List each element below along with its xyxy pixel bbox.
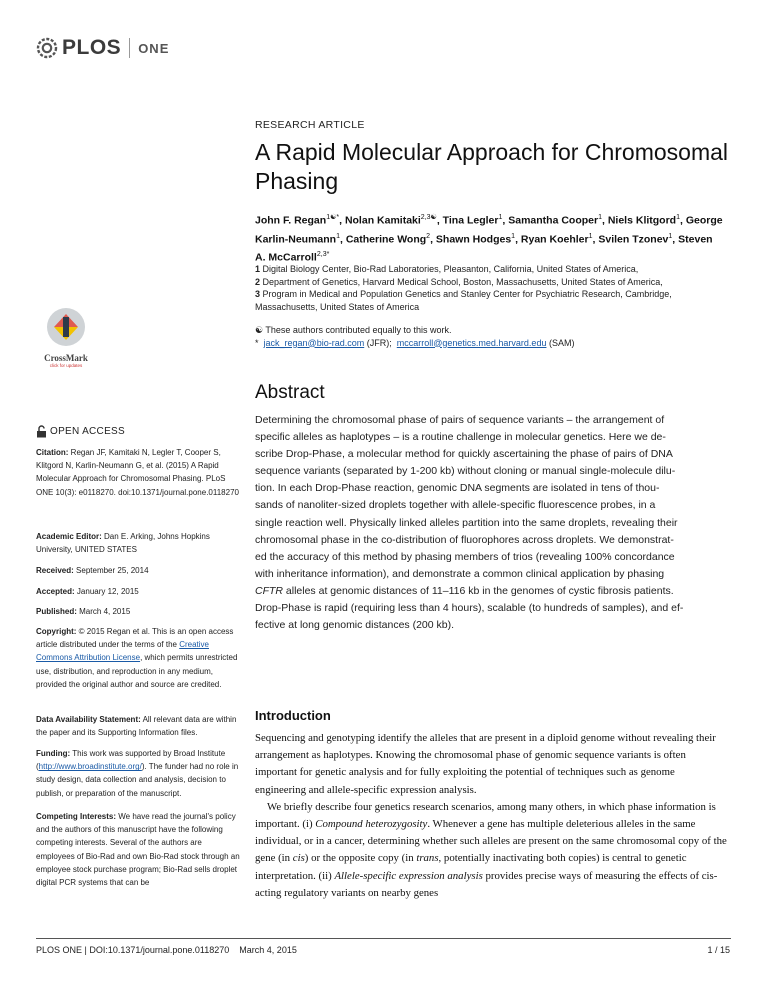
author-name: Samantha Cooper <box>508 214 599 227</box>
affiliation-2: 2 Department of Genetics, Harvard Medical School, Boston, Massachusetts, United States of America, <box>255 276 663 287</box>
footer-rule <box>36 938 731 939</box>
author-name: Shawn Hodges <box>435 233 512 245</box>
intro-paragraph-2: We briefly describe four genetics research scenarios, among many others, in which phase information is important. (i) Compound heterozygosity. Whenever a gene has multiple deleterious alleles in the same individual, or in a cancer, determining whether such alleles are present on the same chromosomal copy of the gene (in cis) or the opposite copy (in trans, potentially inactivating both copies) is central to genetic interpretation. (ii) Allele-specific expression analysis provides precise ways of measuring the effects of cis-acting regulatory variants on nearby genes <box>255 800 727 899</box>
crossmark-sub: click for updates <box>49 363 83 368</box>
abstract-line: ed the accuracy of this method by phasing members of trios (revealing 100% concordance <box>255 550 675 563</box>
affiliation-1: 1 Digital Biology Center, Bio-Rad Laboratories, Pleasanton, California, United States of America, <box>255 264 639 274</box>
author-affiliation-marker: 1 <box>676 214 681 221</box>
cc-license-link[interactable]: Creative Commons Attribution License <box>36 640 209 663</box>
author-affiliation-marker: 1☯* <box>326 214 340 221</box>
author-affiliation-marker: 2 <box>426 232 431 240</box>
plos-one-logo[interactable] <box>36 34 169 62</box>
abstract-line: single reaction well. Physically linked alleles partition into the same droplets, revealing their <box>255 516 678 529</box>
author-name: Ryan Koehler <box>520 233 589 245</box>
broad-institute-link[interactable]: http://www.broadinstitute.org/ <box>38 762 142 772</box>
author-list: John F. Regan$^{1☯*}$, Nolan Kamitaki$^{2,3☯}$, Tina Legler$^1$, Samantha Cooper$^1$, Niels Klitgord$^1$, George Karlin-Neumann$^1$, Catherine Wong$^2$, Shawn Hodges$^1$, Ryan Koehler$^1$, Svilen Tzonev$^1$, Steven A. McCarroll$^{2,3*}$ <box>255 214 723 264</box>
abstract-line: fective at long genomic distances (200 kb). <box>255 619 455 632</box>
affiliations <box>255 263 725 313</box>
author-affiliation-marker: 2,3* <box>316 251 330 258</box>
author-name: Catherine Wong <box>345 233 427 245</box>
author-name: Nolan Kamitaki <box>344 214 421 227</box>
page-number: 1 / 15 <box>707 945 730 955</box>
introduction-body <box>255 730 727 902</box>
abstract-line: CFTR alleles at genomic distances of 11–116 kb in the genomes of cystic fibrosis patients. <box>255 584 674 597</box>
open-lock-icon <box>36 425 47 438</box>
accepted-date: Accepted: January 12, 2015 <box>36 587 139 596</box>
logo-divider <box>129 38 130 58</box>
abstract-line: chromosomal phase in the co-distribution of fluorophores across droplets. We demonstrat- <box>255 533 674 546</box>
open-access-badge: OPEN ACCESS <box>36 425 125 438</box>
article-type: RESEARCH ARTICLE <box>255 119 365 131</box>
abstract-heading: Abstract <box>255 382 325 403</box>
author-affiliation-marker: 1 <box>588 232 593 240</box>
author-name: Tina Legler <box>442 214 499 227</box>
article-title: A Rapid Molecular Approach for Chromosomal Phasing <box>255 139 729 194</box>
affiliation-3: 3 Program in Medical and Population Genetics and Stanley Center for Psychiatric Research, Cambridge, Massachusetts, United States of America <box>255 289 672 312</box>
abstract-line: with inheritance information), and demonstrate a common clinical application by phasing <box>255 567 665 580</box>
data-availability: Data Availability Statement: All relevant data are within the paper and its Supporting Information files. <box>36 715 237 738</box>
author-affiliation-marker: 1 <box>498 214 503 221</box>
received-date: Received: September 25, 2014 <box>36 566 149 575</box>
introduction-heading: Introduction <box>255 708 331 723</box>
academic-editor: Academic Editor: Dan E. Arking, Johns Hopkins University, UNITED STATES <box>36 532 210 555</box>
footer-citation: PLOS ONE | DOI:10.1371/journal.pone.0118270 March 4, 2015 <box>36 945 297 955</box>
author-name: George Karlin-Neumann <box>255 214 723 245</box>
author-notes <box>255 324 725 349</box>
crossmark-badge[interactable] <box>36 306 96 368</box>
author-name: Svilen Tzonev <box>598 233 669 245</box>
abstract-body <box>255 412 727 634</box>
author-affiliation-marker: 1 <box>598 214 602 221</box>
author-affiliation-marker: 1 <box>336 232 340 240</box>
abstract-line: scribe Drop-Phase, a molecular method for quickly ascertaining the phase of pairs of DNA <box>255 448 673 461</box>
abstract-line: Drop-Phase is rapid (requiring less than 4 hours), scalable (to hundreds of samples), and ef- <box>255 602 684 615</box>
author-name: John F. Regan <box>255 214 327 227</box>
equal-contribution-note: ☯ These authors contributed equally to this work. <box>255 325 452 335</box>
author-affiliation-marker: 2,3☯ <box>420 214 437 221</box>
crossmark-label: CrossMark <box>44 353 88 363</box>
author-name: Niels Klitgord <box>607 214 677 227</box>
published-date: Published: March 4, 2015 <box>36 607 131 616</box>
author-name: Steven A. McCarroll <box>255 233 713 264</box>
email-link-sam[interactable]: mccarroll@genetics.med.harvard.edu <box>396 337 547 348</box>
abstract-line: tion. In each Drop-Phase reaction, genomic DNA segments are isolated in tens of thou- <box>255 482 660 495</box>
brand-name: PLOS <box>62 36 122 59</box>
plos-logo-icon <box>36 37 58 59</box>
citation-block: Citation: Regan JF, Kamitaki N, Legler T, Cooper S, Klitgord N, Karlin-Neumann G, et al. (2015) A Rapid Molecular Approach for Chromosomal Phasing. PLoS ONE 10(3): e0118270. doi:10.1371/journal.pone.0118270 <box>36 448 239 497</box>
copyright-notice: Copyright: © 2015 Regan et al. This is an open access article distributed under the terms of the Creative Commons Attribution License, which permits unrestricted use, distribution, and reproduction in any medium, provided the original author and source are credited. <box>36 627 238 689</box>
crossmark-icon <box>36 306 96 348</box>
email-link-jfr[interactable]: jack_regan@bio-rad.com <box>263 337 365 348</box>
author-affiliation-marker: 1 <box>668 232 673 240</box>
correspondence-note: * jack_regan@bio-rad.com (JFR); mccarroll@genetics.med.harvard.edu (SAM) <box>255 337 575 348</box>
abstract-line: sands of nanoliter-sized droplets together with allele-specific fluorescence probes, in a <box>255 499 656 512</box>
abstract-line: sequence variants (separated by 1-200 kb) without cloning or manual single-molecule dilu- <box>255 465 676 478</box>
funding-statement: Funding: This work was supported by Broad Institute (http://www.broadinstitute.org/). The funder had no role in study design, data collection and analysis, decision to publish, or preparation of the manuscript. <box>36 749 239 798</box>
intro-paragraph-1: Sequencing and genotyping identify the alleles that are present in a diploid genome without revealing their arrangement as haplotypes. Knowing the chromosomal phase of genomic sequence variants is often important for genetic analysis and for fully exploiting the potential of techniques such as genome engineering and allele-specific expression analysis. <box>255 732 716 796</box>
author-affiliation-marker: 1 <box>511 232 516 240</box>
journal-name: ONE <box>138 40 170 56</box>
abstract-line: specific alleles as haplotypes – is a routine challenge in molecular genetics. Here we de- <box>255 431 666 444</box>
competing-interests: Competing Interests: We have read the journal's policy and the authors of this manuscript have the following competing interests. Several of the authors are employees of Bio-Rad and own Bio-Rad stock through an employee stock purchase program; Bio-Rad sells droplet digital PCR systems that can be <box>36 812 240 888</box>
abstract-line: Determining the chromosomal phase of pairs of sequence variants – the arrangement of <box>255 414 665 426</box>
